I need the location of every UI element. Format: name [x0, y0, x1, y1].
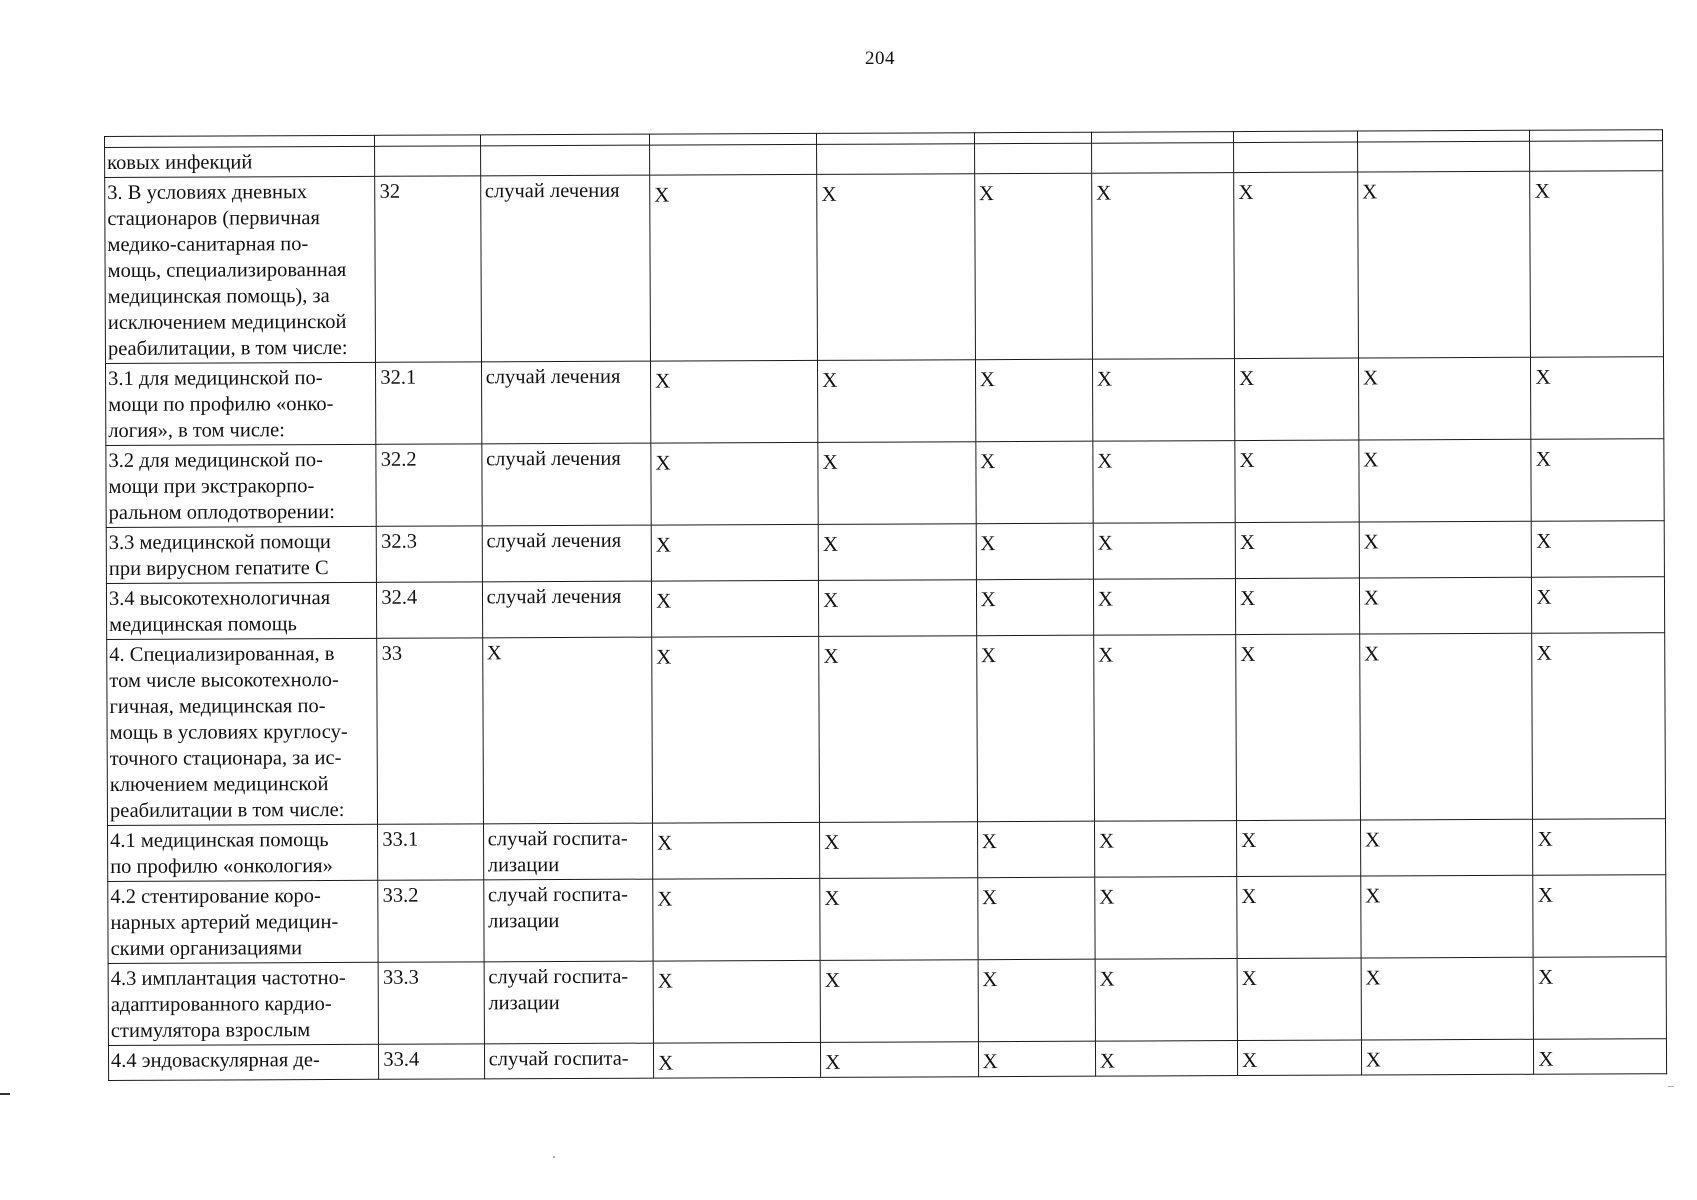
mark-cell: [653, 878, 821, 961]
mark-x: X: [1365, 883, 1381, 908]
mark-x: X: [822, 449, 838, 474]
mark-x: X: [1239, 365, 1255, 391]
mark-cell: [976, 635, 1094, 822]
mark-cell: [817, 174, 975, 361]
table-row: [105, 357, 1663, 446]
mark-cell: [1093, 523, 1235, 580]
header-cell: [817, 133, 974, 145]
mark-x: X: [1240, 641, 1256, 667]
mark-x: X: [979, 367, 995, 392]
mark-x: X: [1364, 641, 1380, 666]
mark-cell: [1095, 877, 1238, 960]
row-label-cell: [105, 146, 375, 177]
mark-x: X: [1538, 964, 1554, 989]
mark-x: X: [822, 531, 839, 556]
row-code-cell: [377, 526, 483, 582]
mark-x: X: [982, 1049, 998, 1074]
mark-cell: [1093, 579, 1235, 636]
mark-cell: [653, 960, 821, 1043]
mark-x: X: [657, 886, 673, 911]
row-unit: случай лечения: [484, 179, 620, 203]
header-cell: [1357, 130, 1530, 142]
row-unit: случай лечения: [486, 447, 621, 471]
mark-x: X: [657, 830, 673, 855]
mark-cell: [1359, 521, 1532, 578]
page-number: 204: [865, 48, 895, 69]
mark-cell: [1531, 357, 1664, 440]
mark-x: X: [1238, 179, 1254, 205]
mark-x: X: [655, 532, 672, 557]
mark-cell: [652, 636, 820, 823]
mark-x: X: [1364, 827, 1381, 852]
table-body: [105, 130, 1667, 1081]
mark-cell: [1359, 577, 1532, 634]
mark-x: X: [655, 450, 671, 475]
row-label: 3.4 высокотехнологичная медицинская помощь: [108, 587, 331, 636]
row-label-cell: [105, 176, 376, 363]
mark-x: X: [1239, 529, 1256, 555]
row-code-cell: [377, 638, 483, 824]
row-code-cell: [379, 1044, 484, 1079]
row-code: 32.2: [380, 448, 417, 471]
mark-cell: [1358, 357, 1531, 440]
mark-x: X: [980, 643, 997, 668]
table-row: [106, 439, 1664, 528]
mark-x: X: [1538, 1046, 1554, 1071]
mark-cell: [1361, 1039, 1534, 1075]
mark-cell: [820, 960, 978, 1043]
row-unit: X: [486, 642, 502, 665]
mark-x: X: [1363, 529, 1379, 554]
mark-cell: [1532, 577, 1665, 634]
mark-cell: [1358, 171, 1531, 358]
mark-x: X: [1362, 179, 1378, 204]
mark-x: X: [822, 367, 838, 392]
mark-cell: [1092, 359, 1235, 442]
mark-x: X: [1240, 585, 1256, 611]
table-row: [106, 577, 1664, 640]
mark-x: X: [1242, 1047, 1258, 1073]
mark-x: X: [823, 587, 839, 612]
mark-x: X: [981, 885, 998, 910]
row-code: 32.3: [381, 530, 418, 553]
mark-cell: [1234, 172, 1359, 359]
mark-cell: [1235, 440, 1359, 523]
mark-cell: [977, 821, 1094, 878]
row-label-cell: [107, 638, 378, 825]
mark-cell: [974, 143, 1091, 174]
mark-x: X: [980, 531, 996, 556]
mark-cell: [1534, 957, 1667, 1040]
mark-x: X: [1097, 448, 1113, 473]
mark-x: X: [1363, 447, 1379, 472]
header-cell: [375, 135, 480, 146]
row-unit-cell: [480, 145, 649, 176]
row-code-cell: [378, 880, 484, 962]
mark-x: X: [1536, 528, 1552, 553]
row-label: 4. Специализированная, в том числе высокотехноло- гичная, медицинская по- мощь в условиях круглосу- точного стационара, за ис- ключением медицинской реабилитации в том числе:: [109, 642, 348, 822]
mark-cell: [653, 1042, 820, 1078]
row-code-cell: [375, 146, 480, 176]
mark-x: X: [657, 1050, 674, 1075]
mark-cell: [819, 580, 977, 637]
row-code-cell: [375, 176, 481, 362]
mark-cell: [978, 959, 1096, 1042]
row-label-cell: [105, 362, 376, 445]
mark-cell: [819, 636, 977, 823]
mark-x: X: [1536, 584, 1552, 609]
row-unit: случай госпита-: [488, 1047, 629, 1071]
mark-cell: [1361, 957, 1534, 1040]
scan-speck: [553, 1156, 555, 1158]
mark-cell: [651, 442, 819, 525]
mark-cell: [1095, 1041, 1237, 1077]
row-unit: случай госпита- лизации: [488, 965, 629, 1015]
mark-x: X: [978, 181, 995, 206]
mark-cell: [818, 360, 976, 443]
mark-cell: [1360, 819, 1533, 876]
mark-x: X: [1241, 827, 1257, 853]
mark-x: X: [1365, 1047, 1382, 1072]
mark-cell: [653, 822, 820, 879]
row-label-cell: [108, 1044, 378, 1080]
mark-cell: [1533, 875, 1666, 958]
mark-cell: [1531, 439, 1664, 522]
table-row: [106, 521, 1664, 584]
mark-cell: [1236, 634, 1361, 821]
row-code: 33.3: [382, 966, 419, 989]
header-cell: [1091, 132, 1233, 144]
mark-cell: [1237, 820, 1361, 877]
mark-cell: [977, 877, 1095, 960]
mark-x: X: [824, 829, 840, 854]
mark-cell: [1357, 141, 1530, 172]
mark-x: X: [1363, 585, 1380, 610]
mark-x: X: [1099, 884, 1115, 909]
header-cell: [649, 133, 816, 145]
mark-cell: [818, 524, 976, 581]
row-unit-cell: [482, 525, 652, 582]
table-row: [108, 819, 1666, 882]
mark-x: X: [655, 588, 672, 613]
mark-cell: [1235, 522, 1359, 579]
row-unit-cell: [480, 175, 650, 362]
mark-cell: [820, 822, 978, 879]
mark-cell: [1236, 578, 1360, 635]
mark-x: X: [821, 181, 837, 206]
row-code-cell: [378, 824, 484, 880]
row-unit: случай лечения: [485, 365, 621, 389]
mark-cell: [1530, 171, 1663, 358]
row-label: 4.2 стентирование коро- нарных артерий медицин- скими организациями: [110, 885, 339, 960]
row-label: 3.1 для медицинской по- мощи по профилю «онко- логия», в том числе:: [108, 367, 334, 442]
row-unit-cell: [482, 637, 652, 824]
row-unit-cell: [483, 879, 653, 962]
header-cell: [1530, 130, 1663, 142]
row-unit-cell: [484, 1043, 654, 1079]
mark-x: X: [1362, 365, 1379, 390]
row-code-cell: [376, 362, 482, 444]
table-row: [108, 875, 1666, 964]
row-label-cell: [108, 962, 379, 1045]
mark-cell: [1092, 173, 1235, 360]
mark-x: X: [1536, 640, 1552, 665]
row-code: 32.1: [380, 366, 417, 389]
mark-x: X: [1097, 586, 1114, 611]
mark-cell: [818, 442, 976, 525]
mark-x: X: [1537, 826, 1553, 851]
row-code: 33: [381, 642, 403, 665]
mark-cell: [1237, 876, 1361, 959]
row-code-cell: [378, 962, 484, 1044]
mark-cell: [650, 174, 818, 361]
mark-cell: [1094, 635, 1237, 822]
mark-x: X: [824, 885, 840, 910]
mark-x: X: [825, 1049, 841, 1074]
row-label-cell: [108, 824, 379, 881]
margin-tick: [1668, 1086, 1674, 1087]
mark-cell: [1235, 358, 1359, 441]
mark-cell: [1238, 1040, 1362, 1076]
row-unit: случай лечения: [486, 529, 622, 553]
mark-x: X: [655, 368, 671, 393]
table-row: [107, 633, 1666, 826]
header-cell: [480, 134, 649, 146]
row-code-cell: [377, 582, 483, 638]
mark-cell: [1533, 819, 1666, 876]
table-row: [108, 1039, 1666, 1081]
mark-x: X: [1241, 883, 1257, 909]
mark-cell: [1091, 143, 1233, 174]
table-row: [108, 957, 1666, 1046]
row-label: 4.3 имплантация частотно- адаптированного кардио- стимулятора взрослым: [110, 966, 346, 1042]
table-row: [105, 171, 1664, 364]
mark-x: X: [824, 967, 841, 992]
mark-cell: [650, 144, 817, 175]
mark-cell: [1532, 633, 1665, 820]
mark-cell: [974, 173, 1092, 360]
mark-x: X: [656, 644, 672, 669]
mark-cell: [975, 441, 1093, 524]
mark-x: X: [1099, 1048, 1116, 1073]
mark-x: X: [981, 829, 997, 854]
mark-cell: [1237, 958, 1361, 1041]
row-label-cell: [106, 526, 377, 583]
mark-cell: [650, 360, 818, 443]
mark-x: X: [1239, 447, 1255, 473]
row-label: 4.1 медицинская помощь по профилю «онкология»: [110, 829, 333, 878]
mark-cell: [821, 1042, 979, 1078]
header-cell: [974, 132, 1091, 144]
row-unit: случай госпита- лизации: [487, 883, 628, 933]
row-unit-cell: [481, 361, 651, 444]
mark-x: X: [980, 587, 996, 612]
row-unit: случай госпита- лизации: [487, 827, 628, 877]
mark-cell: [1234, 142, 1358, 173]
mark-cell: [651, 580, 818, 637]
mark-x: X: [1535, 364, 1551, 389]
row-code: 33.1: [382, 828, 419, 851]
row-label: 3. В условиях дневных стационаров (первичная медико-санитарная по- мощь, специализированная медицинская помощь), за исключением медицинской реабилитации, в том числе:: [107, 181, 348, 360]
row-label: 3.3 медицинской помощи при вирусном гепатите С: [108, 531, 331, 580]
mark-x: X: [1534, 178, 1550, 203]
margin-tick: [0, 1093, 10, 1095]
mark-x: X: [1098, 642, 1114, 667]
mark-cell: [976, 523, 1093, 580]
mark-cell: [1094, 821, 1236, 878]
mark-cell: [817, 144, 975, 175]
mark-cell: [1530, 141, 1663, 172]
row-code: 32: [379, 180, 401, 203]
row-label: ковых инфекций: [107, 151, 253, 174]
row-label-cell: [106, 444, 377, 527]
row-unit-cell: [482, 581, 652, 638]
mark-x: X: [982, 967, 998, 992]
mark-cell: [820, 878, 978, 961]
row-code-cell: [376, 444, 482, 526]
mark-x: X: [979, 449, 996, 474]
mark-x: X: [823, 643, 839, 668]
mark-x: X: [1535, 446, 1552, 471]
mark-cell: [651, 524, 818, 581]
mark-cell: [1093, 441, 1236, 524]
mark-x: X: [1365, 965, 1381, 990]
row-unit: случай лечения: [486, 585, 622, 609]
row-label: 4.4 эндоваскулярная де-: [110, 1049, 320, 1072]
row-code: 32.4: [381, 586, 418, 609]
mark-x: X: [1537, 882, 1554, 907]
row-unit-cell: [483, 823, 653, 880]
mark-cell: [975, 359, 1093, 442]
mark-x: X: [1096, 180, 1112, 205]
mark-cell: [1534, 1039, 1667, 1075]
mark-cell: [976, 579, 1093, 636]
mark-x: X: [1097, 530, 1113, 555]
mark-cell: [1361, 875, 1534, 958]
data-table: [104, 129, 1667, 1081]
row-label-cell: [108, 880, 379, 963]
row-code: 33.4: [383, 1048, 420, 1071]
row-code: 33.2: [382, 884, 419, 907]
row-unit-cell: [484, 961, 654, 1044]
mark-x: X: [1096, 366, 1113, 391]
mark-cell: [1360, 633, 1533, 820]
mark-x: X: [1241, 965, 1257, 991]
mark-cell: [978, 1041, 1095, 1077]
mark-cell: [1095, 959, 1238, 1042]
row-unit-cell: [481, 443, 651, 526]
mark-cell: [1532, 521, 1665, 578]
row-label: 3.2 для медицинской по- мощи при экстракорпо- ральном оплодотворении:: [108, 449, 335, 524]
mark-x: X: [654, 182, 670, 207]
mark-x: X: [1099, 966, 1115, 991]
header-cell: [1234, 131, 1358, 143]
mark-x: X: [1098, 828, 1115, 853]
mark-cell: [1359, 439, 1532, 522]
mark-x: X: [657, 968, 673, 993]
row-label-cell: [106, 582, 377, 639]
